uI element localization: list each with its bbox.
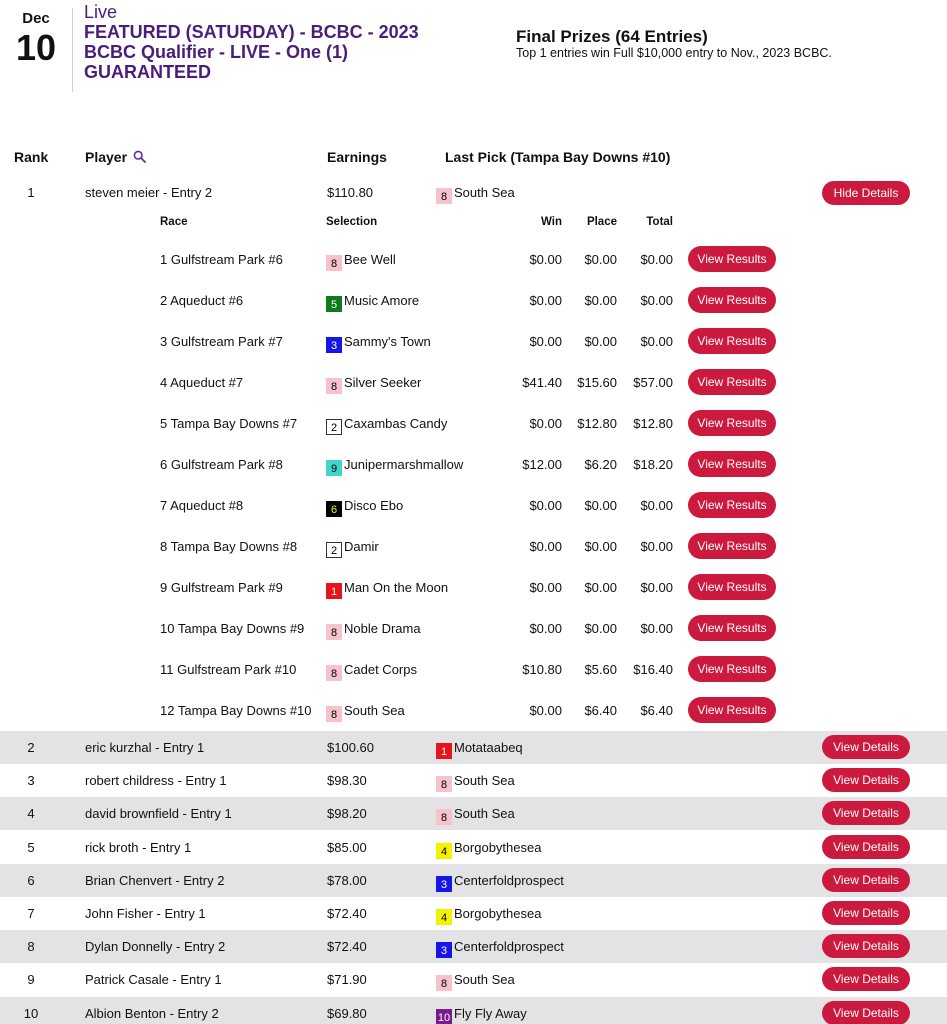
detail-row xyxy=(0,526,947,567)
rank-cell: 10 xyxy=(23,1005,39,1021)
view-details-button[interactable]: View Details xyxy=(822,1001,910,1024)
detail-col-total: Total xyxy=(646,216,673,228)
event-status: Live xyxy=(84,2,118,22)
win-cell: $0.00 xyxy=(529,580,562,595)
post-position-badge: 3 xyxy=(326,337,342,353)
race-cell: 11 Gulfstream Park #10 xyxy=(160,662,297,677)
view-results-button[interactable]: View Results xyxy=(688,574,776,600)
view-results-button[interactable]: View Results xyxy=(688,656,776,682)
col-last-pick: Last Pick (Tampa Bay Downs #10) xyxy=(445,149,671,165)
post-position-badge: 3 xyxy=(436,876,452,892)
view-results-button[interactable]: View Results xyxy=(688,697,776,723)
race-cell: 9 Gulfstream Park #9 xyxy=(160,580,283,595)
post-position-badge: 2 xyxy=(326,419,342,435)
player-cell: rick broth - Entry 1 xyxy=(85,839,192,855)
place-cell: $0.00 xyxy=(584,539,617,554)
post-position-badge: 8 xyxy=(326,665,342,681)
last-pick-cell: 10 Fly Fly Away xyxy=(437,1005,527,1024)
place-cell: $0.00 xyxy=(584,580,617,595)
post-position-badge: 1 xyxy=(436,743,452,759)
place-cell: $0.00 xyxy=(584,621,617,636)
win-cell: $12.00 xyxy=(522,457,562,472)
event-month: Dec xyxy=(22,10,50,27)
detail-row xyxy=(0,239,947,280)
total-cell: $0.00 xyxy=(640,539,673,554)
view-results-button[interactable]: View Results xyxy=(688,615,776,641)
place-cell: $12.80 xyxy=(577,416,617,431)
table-row xyxy=(0,797,947,830)
event-day: 10 xyxy=(15,27,57,68)
rank-cell: 9 xyxy=(27,972,35,988)
view-details-button[interactable]: View Details xyxy=(822,967,910,991)
post-position-badge: 3 xyxy=(436,942,452,958)
detail-row xyxy=(0,444,947,485)
detail-row xyxy=(0,485,947,526)
detail-row xyxy=(0,321,947,362)
player-cell: Albion Benton - Entry 2 xyxy=(85,1005,219,1021)
player-cell: Dylan Donnelly - Entry 2 xyxy=(85,939,226,955)
selection-cell: 8 South Sea xyxy=(326,690,405,731)
total-cell: $0.00 xyxy=(640,334,673,349)
race-cell: 12 Tampa Bay Downs #10 xyxy=(160,703,312,718)
post-position-badge: 1 xyxy=(326,583,342,599)
win-cell: $0.00 xyxy=(529,621,562,636)
prizes-info xyxy=(516,27,832,61)
total-cell: $18.20 xyxy=(633,457,673,472)
prizes-subtitle: Top 1 entries win Full $10,000 entry to Nov., 2023 BCBC. xyxy=(516,46,832,60)
total-cell: $57.00 xyxy=(633,375,673,390)
earnings-cell: $72.40 xyxy=(327,906,367,921)
post-position-badge: 5 xyxy=(326,296,342,312)
post-position-badge: 8 xyxy=(436,809,452,825)
detail-row xyxy=(0,567,947,608)
place-cell: $6.40 xyxy=(584,703,617,718)
rank-cell: 3 xyxy=(27,773,35,789)
post-position-badge: 8 xyxy=(326,378,342,394)
col-earnings: Earnings xyxy=(327,149,387,165)
event-title-line-1: FEATURED (SATURDAY) - BCBC - 2023 xyxy=(84,22,419,42)
win-cell: $0.00 xyxy=(529,703,562,718)
post-position-badge: 4 xyxy=(436,843,452,859)
place-cell: $6.20 xyxy=(584,457,617,472)
selection-cell: 3 Sammy's Town xyxy=(326,321,431,362)
win-cell: $0.00 xyxy=(529,416,562,431)
table-row xyxy=(0,997,947,1024)
table-row xyxy=(0,764,947,797)
win-cell: $0.00 xyxy=(529,334,562,349)
col-player xyxy=(85,149,146,166)
last-pick-cell: 4 Borgobythesea xyxy=(436,831,541,864)
view-results-button[interactable]: View Results xyxy=(688,369,776,395)
rank-cell: 4 xyxy=(27,806,35,822)
earnings-cell: $72.40 xyxy=(327,939,367,955)
player-cell: david brownfield - Entry 1 xyxy=(85,806,232,822)
player-cell: robert childress - Entry 1 xyxy=(85,773,227,789)
player-cell: John Fisher - Entry 1 xyxy=(85,906,206,921)
detail-row xyxy=(0,280,947,321)
post-position-badge: 8 xyxy=(326,706,342,722)
earnings-cell: $78.00 xyxy=(327,872,367,888)
race-cell: 8 Tampa Bay Downs #8 xyxy=(160,539,298,554)
post-position-badge: 10 xyxy=(436,1009,452,1024)
total-cell: $12.80 xyxy=(633,416,673,431)
view-results-button[interactable]: View Results xyxy=(688,533,776,559)
last-pick-cell: 3 Centerfoldprospect xyxy=(436,930,564,963)
event-info xyxy=(84,2,464,82)
win-cell: $0.00 xyxy=(529,252,562,267)
detail-row xyxy=(0,608,947,649)
player-cell: eric kurzhal - Entry 1 xyxy=(85,740,205,755)
table-row xyxy=(0,864,947,897)
win-cell: $0.00 xyxy=(529,539,562,554)
last-pick-cell: 8 South Sea xyxy=(436,963,515,996)
selection-cell: 2 Caxambas Candy xyxy=(326,403,447,444)
view-results-button[interactable]: View Results xyxy=(688,328,776,354)
earnings-cell: $100.60 xyxy=(327,740,374,755)
table-row xyxy=(0,176,947,209)
place-cell: $5.60 xyxy=(584,662,617,677)
rank-cell: 5 xyxy=(27,839,35,855)
win-cell: $0.00 xyxy=(529,293,562,308)
rank-cell: 6 xyxy=(27,872,35,888)
place-cell: $0.00 xyxy=(584,252,617,267)
selection-cell: 8 Bee Well xyxy=(326,239,396,280)
detail-row xyxy=(0,690,947,731)
post-position-badge: 4 xyxy=(436,909,452,925)
total-cell: $0.00 xyxy=(640,498,673,513)
player-cell: steven meier - Entry 2 xyxy=(85,185,213,200)
race-cell: 10 Tampa Bay Downs #9 xyxy=(160,621,305,636)
last-pick-cell: 8 South Sea xyxy=(436,176,515,209)
view-details-button[interactable]: View Details xyxy=(822,801,910,825)
race-cell: 2 Aqueduct #6 xyxy=(160,293,244,308)
detail-row xyxy=(0,649,947,690)
race-cell: 5 Tampa Bay Downs #7 xyxy=(160,416,298,431)
view-details-button[interactable]: View Details xyxy=(822,735,910,759)
place-cell: $0.00 xyxy=(584,293,617,308)
total-cell: $0.00 xyxy=(640,252,673,267)
place-cell: $15.60 xyxy=(577,375,617,390)
view-details-button[interactable]: View Details xyxy=(822,768,910,792)
post-position-badge: 9 xyxy=(326,460,342,476)
table-row xyxy=(0,831,947,864)
earnings-cell: $69.80 xyxy=(327,1005,367,1021)
post-position-badge: 8 xyxy=(436,188,452,204)
total-cell: $0.00 xyxy=(640,293,673,308)
detail-row xyxy=(0,362,947,403)
total-cell: $6.40 xyxy=(640,703,673,718)
selection-cell: 6 Disco Ebo xyxy=(326,485,403,526)
total-cell: $0.00 xyxy=(640,580,673,595)
col-player-label: Player xyxy=(85,149,128,165)
post-position-badge: 8 xyxy=(326,624,342,640)
view-details-button[interactable]: View Details xyxy=(822,901,910,925)
table-row xyxy=(0,963,947,996)
view-results-button[interactable]: View Results xyxy=(688,287,776,313)
selection-cell: 8 Silver Seeker xyxy=(326,362,421,403)
last-pick-cell: 1 Motataabeq xyxy=(436,731,523,764)
search-icon[interactable] xyxy=(133,150,146,166)
player-cell: Patrick Casale - Entry 1 xyxy=(85,972,222,988)
last-pick-cell: 8 South Sea xyxy=(436,764,515,797)
rank-cell: 2 xyxy=(27,740,35,755)
earnings-cell: $85.00 xyxy=(327,839,367,855)
race-cell: 6 Gulfstream Park #8 xyxy=(160,457,283,472)
rank-cell: 1 xyxy=(27,185,35,200)
last-pick-cell: 4 Borgobythesea xyxy=(436,897,541,930)
last-pick-cell: 8 South Sea xyxy=(436,797,515,830)
rank-cell: 7 xyxy=(27,906,35,921)
place-cell: $0.00 xyxy=(584,334,617,349)
col-rank: Rank xyxy=(14,149,49,165)
win-cell: $10.80 xyxy=(522,662,562,677)
rank-cell: 8 xyxy=(27,939,35,955)
post-position-badge: 8 xyxy=(326,255,342,271)
view-results-button[interactable]: View Results xyxy=(688,492,776,518)
race-cell: 7 Aqueduct #8 xyxy=(160,498,244,513)
view-results-button[interactable]: View Results xyxy=(688,410,776,436)
race-cell: 3 Gulfstream Park #7 xyxy=(160,334,283,349)
place-cell: $0.00 xyxy=(584,498,617,513)
view-details-button[interactable]: View Details xyxy=(822,934,910,958)
race-cell: 4 Aqueduct #7 xyxy=(160,375,244,390)
selection-cell: 5 Music Amore xyxy=(326,280,419,321)
detail-col-win: Win xyxy=(541,216,562,228)
race-cell: 1 Gulfstream Park #6 xyxy=(160,252,283,267)
selection-cell: 8 Noble Drama xyxy=(326,608,421,649)
player-cell: Brian Chenvert - Entry 2 xyxy=(85,872,225,888)
detail-col-race: Race xyxy=(160,216,188,228)
total-cell: $0.00 xyxy=(640,621,673,636)
view-details-button[interactable]: View Details xyxy=(822,835,910,859)
event-title-line-3: GUARANTEED xyxy=(84,62,212,82)
total-cell: $16.40 xyxy=(633,662,673,677)
selection-cell: 2 Damir xyxy=(326,526,379,567)
table-row xyxy=(0,930,947,963)
table-row xyxy=(0,897,947,930)
detail-col-place: Place xyxy=(586,216,617,228)
earnings-cell: $98.20 xyxy=(327,806,367,822)
selection-cell: 1 Man On the Moon xyxy=(326,567,448,608)
view-results-button[interactable]: View Results xyxy=(688,246,776,272)
win-cell: $0.00 xyxy=(529,498,562,513)
selection-cell: 9 Junipermarshmallow xyxy=(326,444,463,485)
header-divider xyxy=(72,8,73,92)
earnings-cell: $110.80 xyxy=(327,185,374,200)
last-pick-cell: 3 Centerfoldprospect xyxy=(436,864,564,897)
table-row xyxy=(0,731,947,764)
view-details-button[interactable]: View Details xyxy=(822,868,910,892)
detail-col-selection: Selection xyxy=(326,216,378,228)
earnings-cell: $71.90 xyxy=(327,972,367,988)
hide-details-button[interactable]: Hide Details xyxy=(822,181,910,205)
view-results-button[interactable]: View Results xyxy=(688,451,776,477)
earnings-cell: $98.30 xyxy=(327,773,367,789)
post-position-badge: 2 xyxy=(326,542,342,558)
win-cell: $41.40 xyxy=(522,375,562,390)
post-position-badge: 8 xyxy=(436,975,452,991)
selection-cell: 8 Cadet Corps xyxy=(326,649,417,690)
event-title-line-2: BCBC Qualifier - LIVE - One (1) xyxy=(84,42,349,62)
post-position-badge: 8 xyxy=(436,776,452,792)
prizes-title: Final Prizes (64 Entries) xyxy=(516,27,708,46)
detail-row xyxy=(0,403,947,444)
post-position-badge: 6 xyxy=(326,501,342,517)
event-date xyxy=(10,10,62,66)
